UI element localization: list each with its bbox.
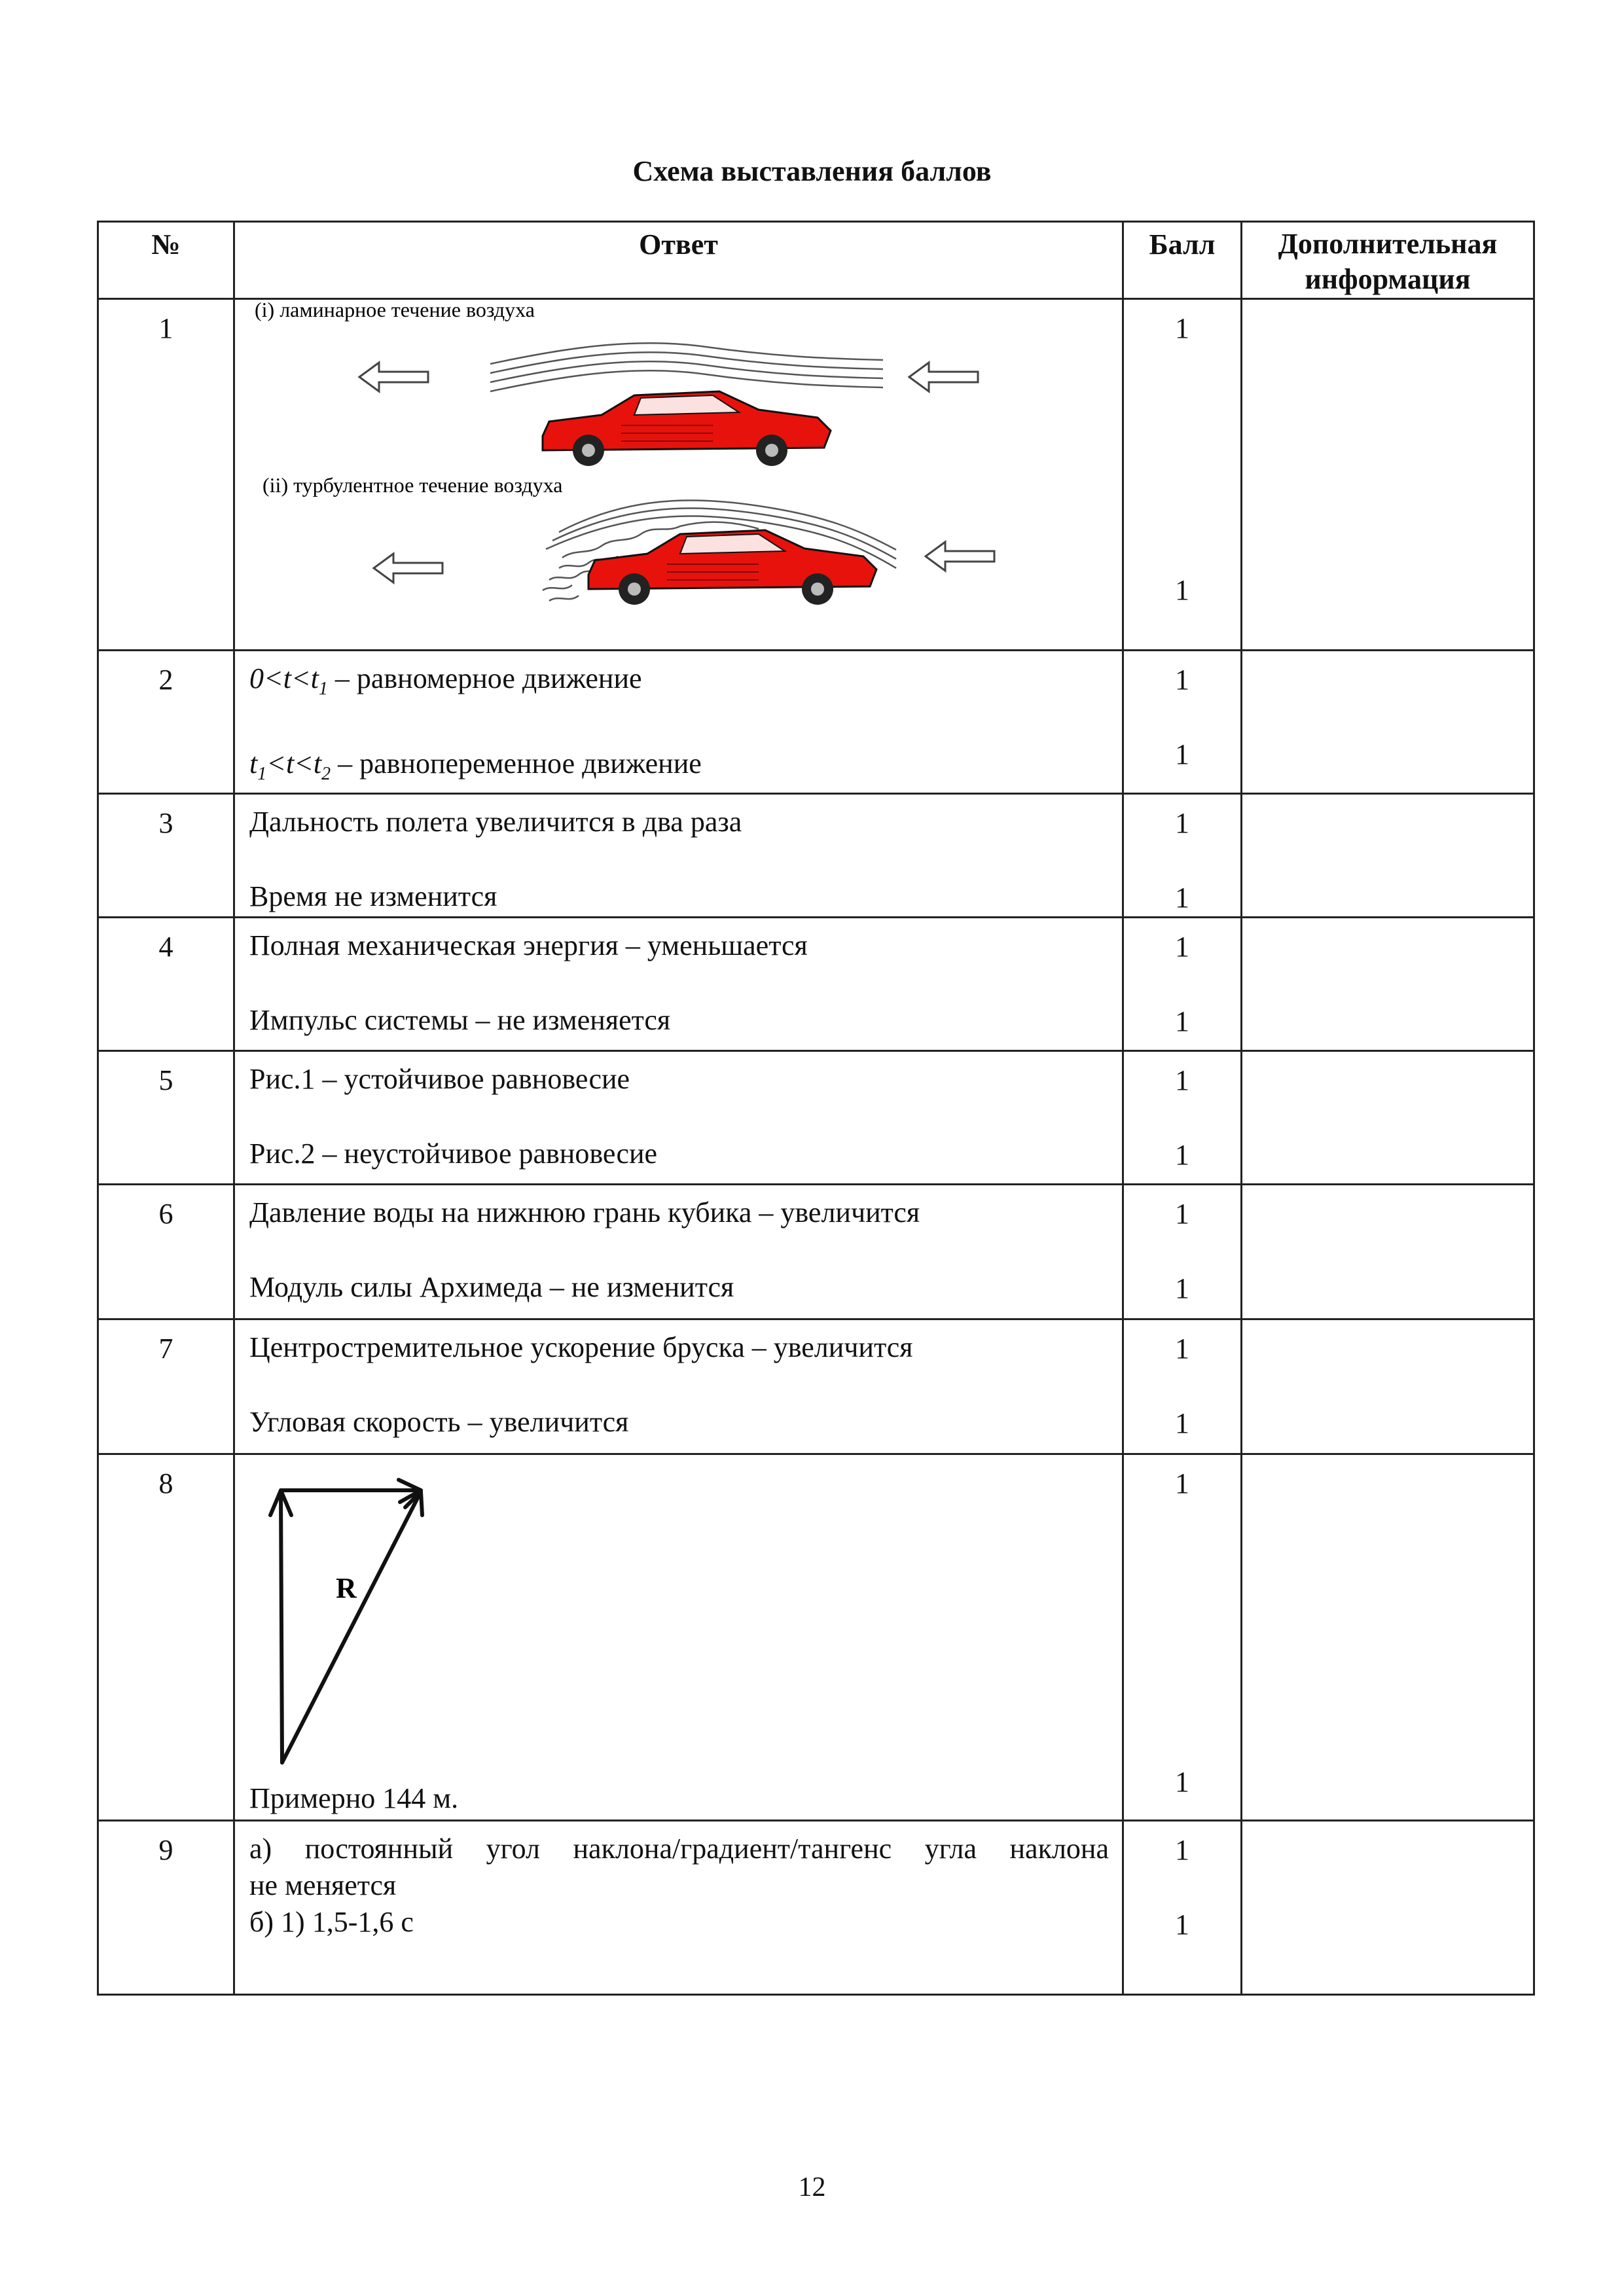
points-cell: [1123, 1820, 1242, 1994]
vector-triangle: [249, 1455, 511, 1769]
header-answer: Ответ: [234, 222, 1123, 299]
points-value: 1: [1175, 1467, 1189, 1499]
points-value: 1: [1175, 1833, 1189, 1866]
answer-line: Рис.1 – устойчивое равновесие: [249, 1062, 630, 1095]
page-title: Схема выставления баллов: [632, 155, 992, 187]
points-cell: [1123, 917, 1242, 1050]
points-value: 1: [1175, 1908, 1189, 1941]
arrow-left-icon: [359, 363, 428, 391]
points-cell: [1123, 299, 1242, 651]
answer-cell: [234, 1454, 1123, 1820]
math-var: t: [249, 747, 258, 780]
answer-line: Время не изменится: [249, 880, 497, 912]
table-row: [98, 793, 1534, 917]
answer-line: Полная механическая энергия – уменьшается: [249, 929, 808, 961]
answer-line: Дальность полета увеличится в два раза: [249, 805, 742, 838]
extra-cell: [1242, 651, 1534, 794]
answer-line: Угловая скорость – увеличится: [249, 1405, 629, 1438]
answer-line: Центростремительное ускорение бруска – увеличится: [249, 1331, 913, 1363]
math-var: t: [283, 662, 291, 694]
extra-cell: [1242, 793, 1534, 917]
points-value: 1: [1175, 1765, 1189, 1798]
points-cell: [1123, 651, 1242, 794]
header-points: Балл: [1123, 222, 1242, 299]
scoring-table: [97, 221, 1535, 1996]
points-cell: [1123, 1454, 1242, 1820]
table-row: [98, 1184, 1534, 1319]
row-number: 1: [98, 299, 234, 651]
answer-line: Импульс системы – не изменяется: [249, 1003, 671, 1036]
answer-line: Примерно 144 м.: [249, 1782, 459, 1814]
extra-cell: [1242, 917, 1534, 1050]
points-cell: [1123, 1319, 1242, 1454]
table-row: [98, 1820, 1534, 1994]
points-value: 1: [1175, 806, 1189, 839]
extra-cell: [1242, 1050, 1534, 1184]
answer-cell: [234, 1050, 1123, 1184]
header-num: №: [98, 222, 234, 299]
points-value: 1: [1175, 1197, 1189, 1230]
answer-line: Давление воды на нижнюю грань кубика – увеличится: [249, 1196, 920, 1229]
car-icon: [543, 391, 831, 466]
math-sub: 2: [321, 763, 331, 784]
answer-line: Рис.2 – неустойчивое равновесие: [249, 1137, 658, 1170]
points-value: 1: [1175, 881, 1189, 914]
extra-cell: [1242, 1820, 1534, 1994]
points-value: 1: [1175, 738, 1189, 770]
page-number: 12: [798, 2172, 826, 2202]
answer-cell: [234, 299, 1123, 651]
answer-text: – равномерное движение: [327, 662, 642, 694]
points-cell: [1123, 1184, 1242, 1319]
answer-line: а) постоянный угол наклона/градиент/тангенс угла наклона: [249, 1832, 1109, 1865]
turbulent-label: (ii) турбулентное течение воздуха: [262, 473, 563, 497]
answer-cell: [234, 917, 1123, 1050]
math-var: 0: [249, 662, 264, 694]
table-row: [98, 651, 1534, 794]
points-value: 1: [1175, 312, 1189, 344]
row-number: 2: [98, 651, 234, 794]
answer-cell: [234, 793, 1123, 917]
extra-cell: [1242, 1319, 1534, 1454]
arrow-left-icon: [909, 363, 978, 391]
table-header-row: [98, 222, 1534, 299]
answer-line: $0<t<t_1$ – равномерное движение: [249, 662, 642, 699]
answer-cell: [234, 1319, 1123, 1454]
points-value: 1: [1175, 930, 1189, 963]
answer-cell: [234, 1820, 1123, 1994]
points-value: 1: [1175, 574, 1189, 606]
math-var: t: [285, 747, 295, 780]
math-sub: 1: [257, 763, 267, 784]
row-number: 9: [98, 1820, 234, 1994]
table-row: [98, 1050, 1534, 1184]
row-number: 8: [98, 1454, 234, 1820]
math-var: t: [313, 747, 322, 780]
points-value: 1: [1175, 1005, 1189, 1037]
table-row: [98, 1454, 1534, 1820]
vector-label: R: [336, 1571, 357, 1604]
row-number: 7: [98, 1319, 234, 1454]
math-sub: 1: [318, 678, 328, 699]
table-row: [98, 1319, 1534, 1454]
extra-cell: [1242, 1184, 1534, 1319]
row-number: 6: [98, 1184, 234, 1319]
extra-cell: [1242, 1454, 1534, 1820]
car-icon: [588, 530, 876, 605]
answer-line: б) 1) 1,5-1,6 с: [249, 1905, 414, 1938]
answer-line: не меняется: [249, 1869, 397, 1901]
row-number: 4: [98, 917, 234, 1050]
points-cell: [1123, 1050, 1242, 1184]
points-cell: [1123, 793, 1242, 917]
points-value: 1: [1175, 1407, 1189, 1439]
points-value: 1: [1175, 1272, 1189, 1304]
points-value: 1: [1175, 1332, 1189, 1365]
laminar-label: (i) ламинарное течение воздуха: [255, 300, 535, 321]
airflow-figure: [235, 300, 1120, 640]
answer-cell: [234, 1184, 1123, 1319]
points-value: 1: [1175, 664, 1189, 696]
answer-cell: [234, 651, 1123, 794]
row-number: 5: [98, 1050, 234, 1184]
row-number: 3: [98, 793, 234, 917]
table-row: [98, 299, 1534, 651]
airflow-lines: [490, 343, 883, 391]
table-row: [98, 917, 1534, 1050]
header-extra: Дополнительная информация: [1242, 222, 1534, 299]
points-value: 1: [1175, 1064, 1189, 1096]
extra-cell: [1242, 299, 1534, 651]
answer-line: Модуль силы Архимеда – не изменится: [249, 1270, 734, 1303]
points-value: 1: [1175, 1138, 1189, 1171]
answer-text: – равнопеременное движение: [331, 747, 702, 780]
arrow-left-icon: [374, 554, 442, 583]
answer-line: $t_1<t<t_2$ – равнопеременное движение: [249, 747, 702, 784]
arrow-left-icon: [926, 542, 994, 571]
